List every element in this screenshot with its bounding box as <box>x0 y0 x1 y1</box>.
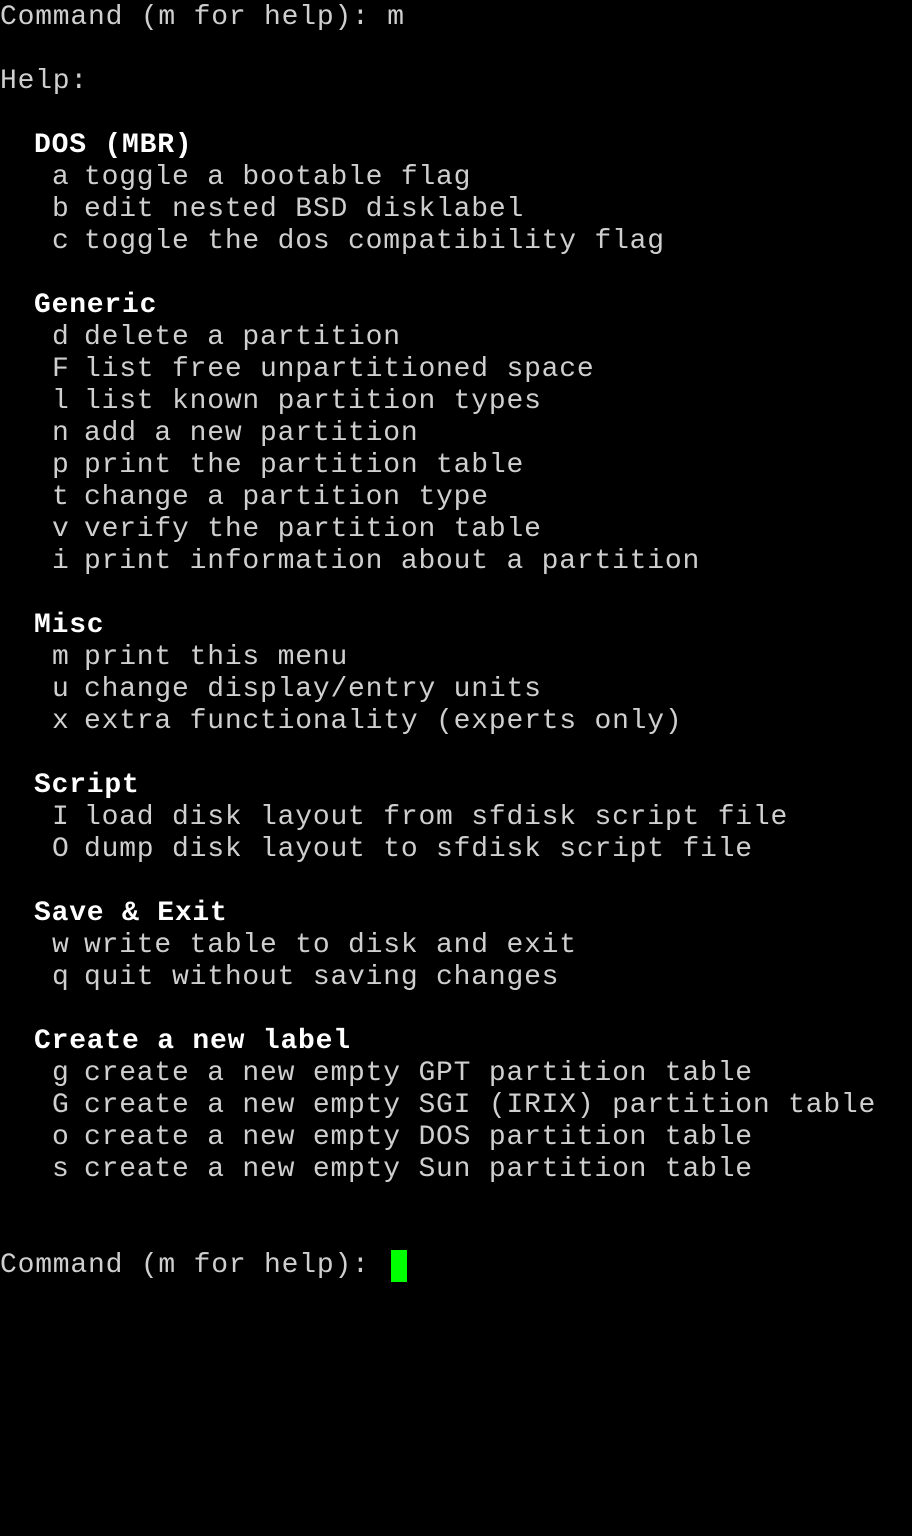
menu-item-key: G <box>52 1090 70 1121</box>
menu-item-desc: quit without saving changes <box>84 962 560 993</box>
menu-item-desc: edit nested BSD disklabel <box>84 194 525 225</box>
menu-item-key: a <box>52 162 70 193</box>
menu-item-key: O <box>52 834 70 865</box>
prompt-line-top <box>0 2 405 34</box>
menu-item-desc: dump disk layout to sfdisk script file <box>84 834 753 865</box>
menu-item-key: i <box>52 546 70 577</box>
menu-item-desc: toggle the dos compatibility flag <box>84 226 665 257</box>
menu-item-q <box>0 962 559 994</box>
section-header-save-exit: Save & Exit <box>34 898 228 929</box>
menu-item-desc: change a partition type <box>84 482 489 513</box>
menu-item-desc: write table to disk and exit <box>84 930 577 961</box>
menu-item-b <box>0 194 524 226</box>
menu-item-u <box>0 674 542 706</box>
menu-item-key: c <box>52 226 70 257</box>
menu-item-n <box>0 418 418 450</box>
menu-item-key: I <box>52 802 70 833</box>
menu-item-key: q <box>52 962 70 993</box>
menu-item-key: w <box>52 930 70 961</box>
prompt-text: Command (m for help): <box>0 1250 370 1281</box>
menu-item-m <box>0 642 348 674</box>
section-header-create-label: Create a new label <box>34 1026 351 1057</box>
menu-item-desc: change display/entry units <box>84 674 542 705</box>
menu-item-desc: toggle a bootable flag <box>84 162 472 193</box>
section-header-script: Script <box>34 770 140 801</box>
menu-item-key: b <box>52 194 70 225</box>
prompt-line-bottom[interactable] <box>0 1250 407 1282</box>
menu-item-key: F <box>52 354 70 385</box>
menu-item-key: g <box>52 1058 70 1089</box>
menu-item-d <box>0 322 401 354</box>
menu-item-desc: list free unpartitioned space <box>84 354 595 385</box>
menu-item-x <box>0 706 683 738</box>
menu-item-o <box>0 1122 753 1154</box>
menu-item-desc: create a new empty DOS partition table <box>84 1122 753 1153</box>
menu-item-l <box>0 386 542 418</box>
menu-item-desc: create a new empty Sun partition table <box>84 1154 753 1185</box>
menu-item-key: t <box>52 482 70 513</box>
menu-item-key: u <box>52 674 70 705</box>
menu-item-desc: add a new partition <box>84 418 419 449</box>
menu-item-c <box>0 226 665 258</box>
menu-item-key: p <box>52 450 70 481</box>
menu-item-key: d <box>52 322 70 353</box>
menu-item-desc: delete a partition <box>84 322 401 353</box>
menu-item-key: x <box>52 706 70 737</box>
section-header-generic: Generic <box>34 290 158 321</box>
prompt-input-value: m <box>387 2 405 33</box>
menu-item-desc: load disk layout from sfdisk script file <box>84 802 789 833</box>
section-header-dos-mbr: DOS (MBR) <box>34 130 193 161</box>
menu-item-p <box>0 450 524 482</box>
menu-item-F <box>0 354 594 386</box>
menu-item-i <box>0 546 700 578</box>
menu-item-desc: list known partition types <box>84 386 542 417</box>
section-header-misc: Misc <box>34 610 105 641</box>
menu-item-desc: extra functionality (experts only) <box>84 706 683 737</box>
prompt-text: Command (m for help): <box>0 2 370 33</box>
menu-item-g <box>0 1058 753 1090</box>
menu-item-I <box>0 802 788 834</box>
menu-item-w <box>0 930 577 962</box>
menu-item-key: m <box>52 642 70 673</box>
menu-item-v <box>0 514 542 546</box>
menu-item-desc: create a new empty GPT partition table <box>84 1058 753 1089</box>
menu-item-key: v <box>52 514 70 545</box>
menu-item-desc: print this menu <box>84 642 349 673</box>
menu-item-key: s <box>52 1154 70 1185</box>
menu-item-t <box>0 482 489 514</box>
menu-item-desc: verify the partition table <box>84 514 542 545</box>
menu-item-desc: create a new empty SGI (IRIX) partition table <box>84 1090 877 1121</box>
menu-item-G <box>0 1090 876 1122</box>
menu-item-desc: print information about a partition <box>84 546 701 577</box>
menu-item-s <box>0 1154 753 1186</box>
menu-item-key: n <box>52 418 70 449</box>
menu-item-key: l <box>52 386 70 417</box>
menu-item-O <box>0 834 753 866</box>
cursor-block <box>391 1250 407 1282</box>
menu-item-key: o <box>52 1122 70 1153</box>
help-title: Help: <box>0 66 89 97</box>
menu-item-desc: print the partition table <box>84 450 525 481</box>
menu-item-a <box>0 162 471 194</box>
